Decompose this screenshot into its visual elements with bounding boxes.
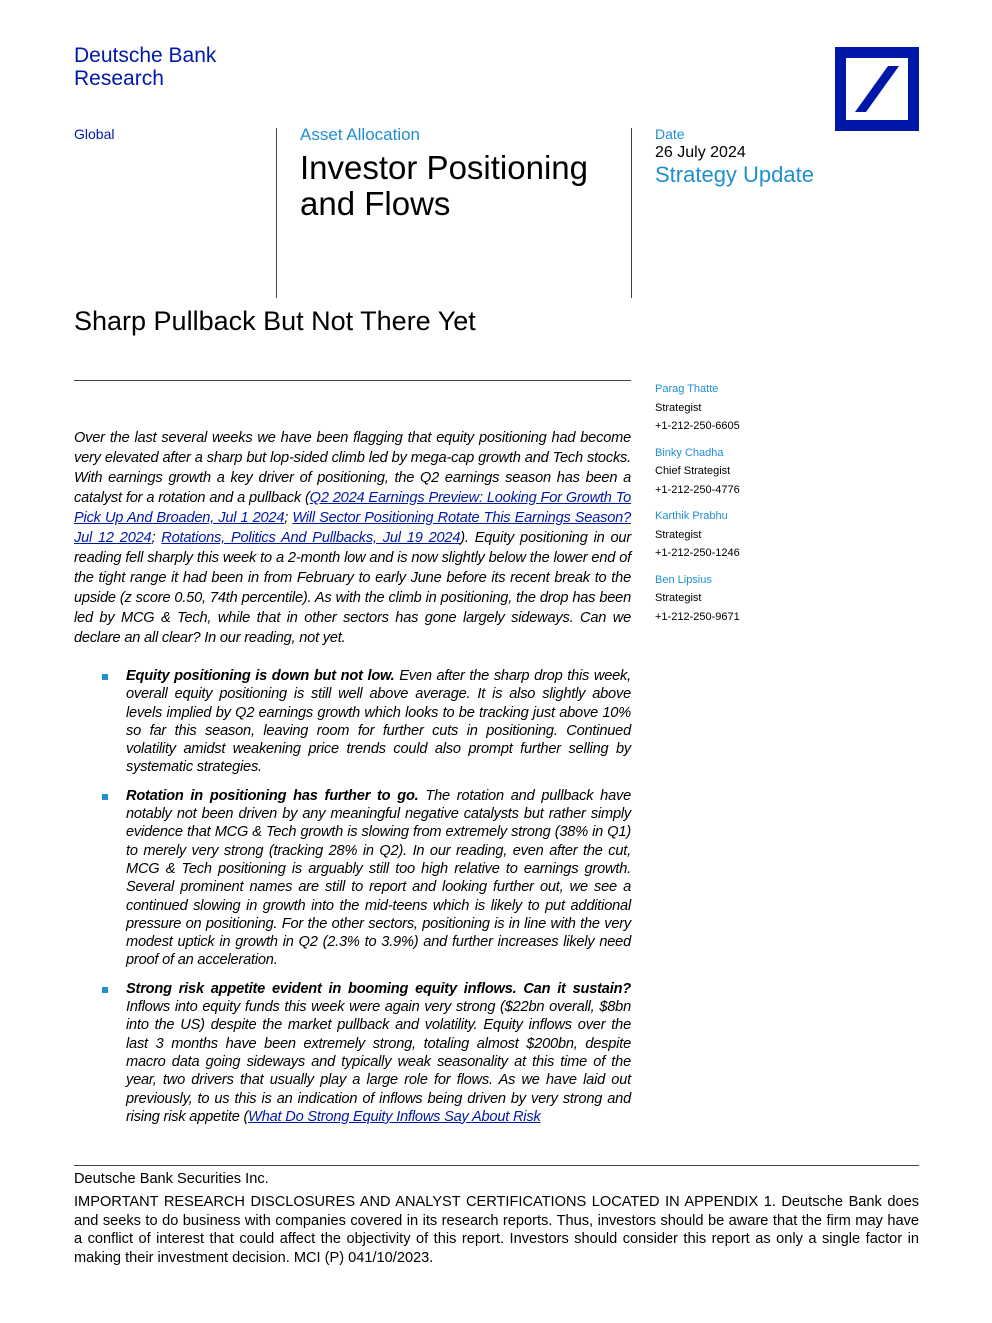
column-divider-right bbox=[631, 128, 632, 298]
analyst-name[interactable]: Binky Chadha bbox=[655, 446, 724, 459]
summary-text-2: ). Equity positioning in our reading fell sharply this week to a 2-month low and is now slightly below the lower end of the tight range it had been in from February to early June before its recent break to the upside (z score 0.50, 74th percentile). As with the climb in positioning, the drop has been led by MCG & Tech, while that in other sectors has gone largely sideways. Can we declare an all clear? In our reading, not yet. bbox=[74, 530, 631, 646]
analyst-list bbox=[655, 380, 855, 634]
bullet-text: Even after the sharp drop this week, overall equity positioning is still well above average. It is also slightly above levels implied by Q2 earnings growth which looks to be tracking just above 10% so far this season, leaving room for further cuts in positioning. Continued volatility amidst weakening price trends could also prompt further selling by systematic strategies. bbox=[126, 668, 631, 776]
analyst-phone: +1-212-250-9671 bbox=[655, 610, 740, 623]
analyst-entry bbox=[655, 444, 855, 500]
report-link-q2-earnings-preview[interactable]: Q2 2024 Earnings Preview: Looking For Growth To Pick Up And Broaden, Jul 1 2024 bbox=[74, 490, 631, 526]
brand-line-1: Deutsche Bank bbox=[74, 44, 217, 67]
brand-line-2: Research bbox=[74, 67, 164, 90]
footer-entity: Deutsche Bank Securities Inc. bbox=[74, 1171, 269, 1187]
analyst-entry bbox=[655, 507, 855, 563]
summary-text-1: Over the last several weeks we have been flagging that equity positioning had become very elevated after a sharp but lop-sided climb led by mega-cap growth and Tech stocks. With earnings growth a key driver of positioning, the Q2 earnings season has been a catalyst for a rotation and a pullback ( bbox=[74, 430, 631, 506]
key-points-list bbox=[74, 667, 631, 1136]
document-type: Strategy Update bbox=[655, 162, 814, 187]
report-link-equity-inflows[interactable]: What Do Strong Equity Inflows Say About Risk bbox=[248, 1108, 541, 1125]
analyst-phone: +1-212-250-4776 bbox=[655, 483, 740, 496]
slash-icon bbox=[846, 58, 908, 120]
list-item bbox=[74, 980, 631, 1126]
region-label: Global bbox=[74, 126, 115, 142]
analyst-title: Strategist bbox=[655, 528, 702, 541]
brand-name bbox=[74, 44, 216, 90]
analyst-name[interactable]: Karthik Prabhu bbox=[655, 510, 728, 522]
series-title: Investor Positioning and Flows bbox=[300, 149, 588, 222]
bullet-lead: Strong risk appetite evident in booming equity inflows. Can it sustain? bbox=[126, 980, 631, 997]
column-divider-left bbox=[276, 128, 277, 298]
title-rule bbox=[74, 380, 631, 381]
report-link-sector-positioning[interactable]: Will Sector Positioning Rotate This Earnings Season? Jul 12 2024 bbox=[74, 510, 631, 546]
summary-paragraph bbox=[74, 428, 631, 648]
link-separator: ; bbox=[151, 530, 162, 546]
page-title: Sharp Pullback But Not There Yet bbox=[74, 306, 476, 336]
bullet-text: Inflows into equity funds this week were again very strong ($22bn overall, $8bn into the US) despite the market pullback and volatility. Equity inflows over the last 3 months have been extremely strong, totaling almost $200bn, despite macro data going sideways and typically weak seasonality at this time of the year, two drivers that usually play a large role for flows. As we have laid out previously, to us this is an indication of inflows being driven by very strong and rising risk appetite ( bbox=[126, 999, 631, 1125]
analyst-title: Strategist bbox=[655, 592, 702, 604]
footer-rule bbox=[74, 1165, 919, 1166]
list-item bbox=[74, 787, 631, 970]
analyst-name[interactable]: Ben Lipsius bbox=[655, 573, 712, 586]
report-link-rotations-politics[interactable]: Rotations, Politics And Pullbacks, Jul 19 2024 bbox=[161, 530, 461, 546]
analyst-phone: +1-212-250-1246 bbox=[655, 547, 740, 559]
footer-disclosure: IMPORTANT RESEARCH DISCLOSURES AND ANALYST CERTIFICATIONS LOCATED IN APPENDIX 1. Deutsche Bank does and seeks to do business with companies covered in its research reports. Thus, investors should be aware that the firm may have a conflict of interest that could affect the objectivity of this report. Investors should consider this report as only a single factor in making their investment decision. MCI (P) 041/10/2023. bbox=[74, 1194, 919, 1266]
analyst-name[interactable]: Parag Thatte bbox=[655, 383, 719, 395]
list-item bbox=[74, 667, 631, 777]
square-bullet-icon bbox=[102, 987, 108, 993]
link-separator: ; bbox=[284, 510, 293, 526]
bullet-lead: Rotation in positioning has further to go. bbox=[126, 787, 419, 804]
analyst-phone: +1-212-250-6605 bbox=[655, 420, 740, 432]
bullet-text: The rotation and pullback have notably not been driven by any meaningful negative catalysts but rather simply evidence that MCG & Tech growth is slowing from extremely strong (38% in Q1) to merely very strong (tracking 28% in Q2). In our reading, even after the cut, MCG & Tech positioning is arguably still too high relative to earnings growth. Several prominent names are still to report and looking further out, we see a continued slowing in growth into the mid-teens which is likely to put additional pressure on positioning. For the other sectors, positioning is in line with the very modest uptick in growth in Q2 (2.3% to 3.9%) and further increases likely need proof of an acceleration. bbox=[126, 787, 631, 969]
date-label: Date bbox=[655, 126, 685, 142]
bullet-lead: Equity positioning is down but not low. bbox=[126, 668, 395, 684]
square-bullet-icon bbox=[102, 794, 108, 800]
deutsche-bank-logo bbox=[835, 47, 919, 131]
square-bullet-icon bbox=[102, 674, 108, 680]
analyst-entry bbox=[655, 571, 855, 627]
analyst-title: Chief Strategist bbox=[655, 465, 731, 477]
category-label: Asset Allocation bbox=[300, 125, 421, 144]
date-value: 26 July 2024 bbox=[655, 144, 746, 161]
analyst-title: Strategist bbox=[655, 401, 702, 414]
analyst-entry bbox=[655, 380, 855, 436]
